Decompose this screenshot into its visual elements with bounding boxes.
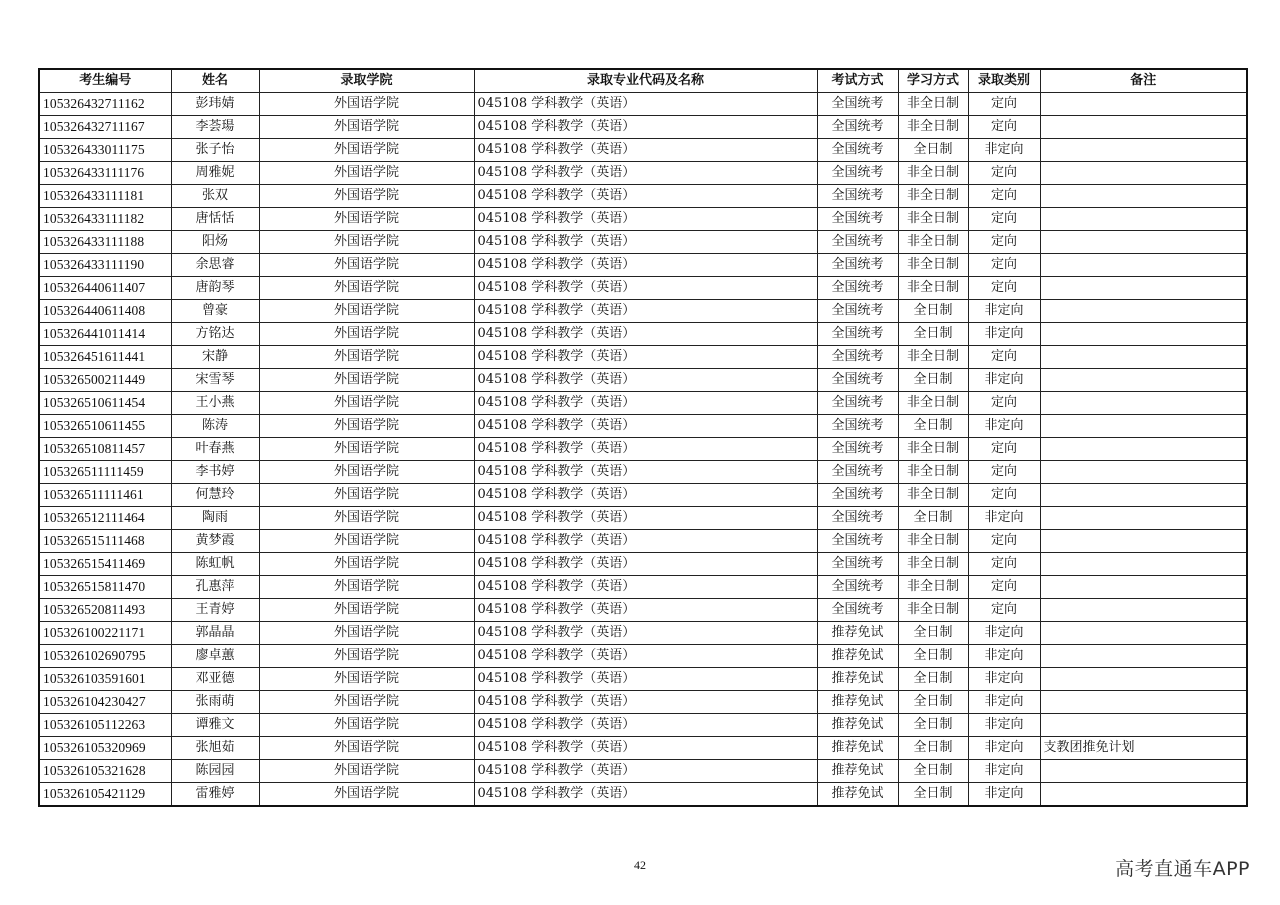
table-body (39, 93, 1247, 807)
cell-admission-type: 非定向 (968, 507, 1040, 530)
cell-exam-method: 全国统考 (817, 438, 898, 461)
cell-major: 045108 学科教学（英语） (474, 323, 817, 346)
cell-exam-method: 全国统考 (817, 231, 898, 254)
cell-name: 周雅妮 (171, 162, 259, 185)
cell-admission-type: 定向 (968, 208, 1040, 231)
cell-exam-method: 全国统考 (817, 599, 898, 622)
table-row (39, 576, 1247, 599)
cell-major: 045108 学科教学（英语） (474, 461, 817, 484)
cell-name: 黄梦霞 (171, 530, 259, 553)
cell-name: 张旭茹 (171, 737, 259, 760)
cell-candidate-id: 105326500211449 (39, 369, 171, 392)
cell-exam-method: 全国统考 (817, 346, 898, 369)
cell-admission-type: 非定向 (968, 691, 1040, 714)
cell-college: 外国语学院 (259, 231, 474, 254)
cell-exam-method: 全国统考 (817, 162, 898, 185)
cell-exam-method: 推荐免试 (817, 691, 898, 714)
cell-name: 宋静 (171, 346, 259, 369)
cell-exam-method: 全国统考 (817, 208, 898, 231)
cell-study-mode: 非全日制 (898, 484, 968, 507)
cell-candidate-id: 105326520811493 (39, 599, 171, 622)
page-number: 42 (634, 858, 646, 872)
cell-candidate-id: 105326105320969 (39, 737, 171, 760)
header-candidate-id: 考生编号 (39, 69, 171, 93)
cell-exam-method: 全国统考 (817, 415, 898, 438)
cell-remarks (1040, 346, 1247, 369)
cell-candidate-id: 105326515811470 (39, 576, 171, 599)
cell-study-mode: 全日制 (898, 737, 968, 760)
table-row (39, 553, 1247, 576)
cell-name: 谭雅文 (171, 714, 259, 737)
cell-exam-method: 推荐免试 (817, 737, 898, 760)
table-row (39, 691, 1247, 714)
cell-admission-type: 定向 (968, 185, 1040, 208)
cell-major: 045108 学科教学（英语） (474, 208, 817, 231)
cell-exam-method: 全国统考 (817, 392, 898, 415)
cell-admission-type: 非定向 (968, 323, 1040, 346)
cell-name: 宋雪琴 (171, 369, 259, 392)
cell-study-mode: 全日制 (898, 369, 968, 392)
cell-college: 外国语学院 (259, 461, 474, 484)
cell-college: 外国语学院 (259, 185, 474, 208)
cell-name: 唐韵琴 (171, 277, 259, 300)
cell-study-mode: 非全日制 (898, 438, 968, 461)
cell-name: 陈涛 (171, 415, 259, 438)
cell-candidate-id: 105326103591601 (39, 668, 171, 691)
header-study-mode: 学习方式 (898, 69, 968, 93)
cell-college: 外国语学院 (259, 139, 474, 162)
cell-admission-type: 定向 (968, 484, 1040, 507)
header-admission-type: 录取类别 (968, 69, 1040, 93)
cell-study-mode: 全日制 (898, 714, 968, 737)
cell-remarks (1040, 438, 1247, 461)
cell-study-mode: 非全日制 (898, 208, 968, 231)
cell-name: 彭玮婧 (171, 93, 259, 116)
cell-name: 邓亚德 (171, 668, 259, 691)
cell-admission-type: 定向 (968, 599, 1040, 622)
header-remarks: 备注 (1040, 69, 1247, 93)
cell-remarks (1040, 530, 1247, 553)
cell-candidate-id: 105326105112263 (39, 714, 171, 737)
cell-remarks (1040, 668, 1247, 691)
cell-major: 045108 学科教学（英语） (474, 622, 817, 645)
cell-major: 045108 学科教学（英语） (474, 139, 817, 162)
cell-remarks (1040, 714, 1247, 737)
table-row (39, 162, 1247, 185)
cell-name: 唐恬恬 (171, 208, 259, 231)
cell-study-mode: 全日制 (898, 783, 968, 807)
cell-exam-method: 推荐免试 (817, 622, 898, 645)
cell-remarks (1040, 760, 1247, 783)
cell-college: 外国语学院 (259, 93, 474, 116)
cell-candidate-id: 105326433011175 (39, 139, 171, 162)
table-row (39, 484, 1247, 507)
cell-study-mode: 全日制 (898, 507, 968, 530)
cell-admission-type: 定向 (968, 553, 1040, 576)
cell-major: 045108 学科教学（英语） (474, 645, 817, 668)
cell-major: 045108 学科教学（英语） (474, 599, 817, 622)
table-row (39, 392, 1247, 415)
cell-candidate-id: 105326510611455 (39, 415, 171, 438)
cell-major: 045108 学科教学（英语） (474, 162, 817, 185)
cell-remarks (1040, 208, 1247, 231)
table-row (39, 231, 1247, 254)
table-row (39, 185, 1247, 208)
cell-name: 方铭达 (171, 323, 259, 346)
cell-remarks (1040, 691, 1247, 714)
cell-major: 045108 学科教学（英语） (474, 737, 817, 760)
cell-candidate-id: 105326433111182 (39, 208, 171, 231)
cell-admission-type: 非定向 (968, 369, 1040, 392)
table-row (39, 323, 1247, 346)
cell-candidate-id: 105326441011414 (39, 323, 171, 346)
table-row (39, 139, 1247, 162)
cell-exam-method: 全国统考 (817, 93, 898, 116)
cell-admission-type: 非定向 (968, 760, 1040, 783)
table-row (39, 783, 1247, 807)
cell-remarks (1040, 507, 1247, 530)
cell-exam-method: 全国统考 (817, 461, 898, 484)
admission-table (38, 68, 1248, 807)
cell-study-mode: 全日制 (898, 645, 968, 668)
cell-name: 何慧玲 (171, 484, 259, 507)
cell-exam-method: 全国统考 (817, 576, 898, 599)
cell-admission-type: 定向 (968, 576, 1040, 599)
table-row (39, 507, 1247, 530)
cell-college: 外国语学院 (259, 737, 474, 760)
cell-college: 外国语学院 (259, 484, 474, 507)
cell-major: 045108 学科教学（英语） (474, 576, 817, 599)
cell-candidate-id: 105326511111461 (39, 484, 171, 507)
cell-major: 045108 学科教学（英语） (474, 553, 817, 576)
cell-study-mode: 非全日制 (898, 392, 968, 415)
cell-name: 李书婷 (171, 461, 259, 484)
cell-name: 王青婷 (171, 599, 259, 622)
cell-remarks (1040, 116, 1247, 139)
cell-college: 外国语学院 (259, 277, 474, 300)
cell-admission-type: 非定向 (968, 415, 1040, 438)
cell-candidate-id: 105326433111188 (39, 231, 171, 254)
cell-admission-type: 定向 (968, 254, 1040, 277)
cell-candidate-id: 105326100221171 (39, 622, 171, 645)
cell-college: 外国语学院 (259, 668, 474, 691)
cell-admission-type: 定向 (968, 438, 1040, 461)
cell-name: 陈虹帆 (171, 553, 259, 576)
table-row (39, 346, 1247, 369)
cell-remarks (1040, 484, 1247, 507)
table-row (39, 461, 1247, 484)
cell-remarks (1040, 323, 1247, 346)
cell-major: 045108 学科教学（英语） (474, 369, 817, 392)
cell-major: 045108 学科教学（英语） (474, 231, 817, 254)
cell-name: 李荟瑒 (171, 116, 259, 139)
cell-college: 外国语学院 (259, 208, 474, 231)
cell-admission-type: 非定向 (968, 714, 1040, 737)
cell-college: 外国语学院 (259, 323, 474, 346)
cell-major: 045108 学科教学（英语） (474, 714, 817, 737)
cell-study-mode: 非全日制 (898, 116, 968, 139)
cell-college: 外国语学院 (259, 645, 474, 668)
cell-college: 外国语学院 (259, 622, 474, 645)
cell-exam-method: 全国统考 (817, 369, 898, 392)
cell-candidate-id: 105326451611441 (39, 346, 171, 369)
cell-candidate-id: 105326105421129 (39, 783, 171, 807)
cell-candidate-id: 105326102690795 (39, 645, 171, 668)
table-row (39, 369, 1247, 392)
cell-name: 王小燕 (171, 392, 259, 415)
table-row (39, 530, 1247, 553)
cell-remarks (1040, 300, 1247, 323)
cell-remarks (1040, 139, 1247, 162)
cell-study-mode: 非全日制 (898, 93, 968, 116)
cell-college: 外国语学院 (259, 599, 474, 622)
cell-admission-type: 非定向 (968, 139, 1040, 162)
table-row (39, 737, 1247, 760)
cell-exam-method: 推荐免试 (817, 645, 898, 668)
cell-study-mode: 非全日制 (898, 162, 968, 185)
cell-study-mode: 全日制 (898, 691, 968, 714)
table-row (39, 254, 1247, 277)
cell-remarks (1040, 461, 1247, 484)
cell-remarks (1040, 93, 1247, 116)
cell-admission-type: 非定向 (968, 645, 1040, 668)
cell-exam-method: 推荐免试 (817, 714, 898, 737)
table-row (39, 645, 1247, 668)
cell-admission-type: 定向 (968, 116, 1040, 139)
cell-major: 045108 学科教学（英语） (474, 691, 817, 714)
cell-college: 外国语学院 (259, 530, 474, 553)
cell-exam-method: 全国统考 (817, 507, 898, 530)
cell-college: 外国语学院 (259, 760, 474, 783)
cell-exam-method: 全国统考 (817, 530, 898, 553)
cell-study-mode: 全日制 (898, 300, 968, 323)
cell-exam-method: 全国统考 (817, 553, 898, 576)
cell-candidate-id: 105326433111190 (39, 254, 171, 277)
cell-study-mode: 非全日制 (898, 461, 968, 484)
cell-candidate-id: 105326512111464 (39, 507, 171, 530)
cell-name: 陶雨 (171, 507, 259, 530)
cell-college: 外国语学院 (259, 392, 474, 415)
cell-name: 张子怡 (171, 139, 259, 162)
cell-remarks (1040, 783, 1247, 807)
cell-remarks (1040, 576, 1247, 599)
header-major: 录取专业代码及名称 (474, 69, 817, 93)
cell-exam-method: 全国统考 (817, 254, 898, 277)
cell-study-mode: 全日制 (898, 622, 968, 645)
cell-admission-type: 定向 (968, 392, 1040, 415)
cell-admission-type: 定向 (968, 346, 1040, 369)
cell-major: 045108 学科教学（英语） (474, 254, 817, 277)
cell-remarks (1040, 277, 1247, 300)
cell-candidate-id: 105326433111176 (39, 162, 171, 185)
cell-name: 余思睿 (171, 254, 259, 277)
cell-name: 曾豪 (171, 300, 259, 323)
cell-name: 陈园园 (171, 760, 259, 783)
cell-major: 045108 学科教学（英语） (474, 783, 817, 807)
cell-remarks (1040, 369, 1247, 392)
cell-admission-type: 非定向 (968, 300, 1040, 323)
cell-remarks (1040, 553, 1247, 576)
table-row (39, 714, 1247, 737)
cell-exam-method: 全国统考 (817, 323, 898, 346)
cell-major: 045108 学科教学（英语） (474, 507, 817, 530)
cell-study-mode: 非全日制 (898, 231, 968, 254)
cell-major: 045108 学科教学（英语） (474, 415, 817, 438)
table-row (39, 116, 1247, 139)
cell-study-mode: 非全日制 (898, 185, 968, 208)
cell-major: 045108 学科教学（英语） (474, 760, 817, 783)
table-row (39, 93, 1247, 116)
cell-college: 外国语学院 (259, 714, 474, 737)
cell-candidate-id: 105326440611407 (39, 277, 171, 300)
table-row (39, 438, 1247, 461)
cell-study-mode: 全日制 (898, 760, 968, 783)
cell-admission-type: 定向 (968, 277, 1040, 300)
cell-exam-method: 全国统考 (817, 139, 898, 162)
cell-college: 外国语学院 (259, 576, 474, 599)
cell-admission-type: 非定向 (968, 668, 1040, 691)
cell-major: 045108 学科教学（英语） (474, 93, 817, 116)
watermark-logo-text: 高考直通车APP (1115, 858, 1250, 880)
cell-name: 孔惠萍 (171, 576, 259, 599)
cell-exam-method: 全国统考 (817, 116, 898, 139)
cell-college: 外国语学院 (259, 116, 474, 139)
header-exam-method: 考试方式 (817, 69, 898, 93)
cell-admission-type: 定向 (968, 461, 1040, 484)
cell-candidate-id: 105326510811457 (39, 438, 171, 461)
cell-candidate-id: 105326510611454 (39, 392, 171, 415)
cell-exam-method: 推荐免试 (817, 668, 898, 691)
cell-college: 外国语学院 (259, 438, 474, 461)
cell-study-mode: 非全日制 (898, 553, 968, 576)
cell-admission-type: 定向 (968, 162, 1040, 185)
cell-remarks (1040, 231, 1247, 254)
cell-admission-type: 定向 (968, 231, 1040, 254)
cell-study-mode: 全日制 (898, 415, 968, 438)
cell-major: 045108 学科教学（英语） (474, 185, 817, 208)
cell-exam-method: 全国统考 (817, 484, 898, 507)
cell-admission-type: 非定向 (968, 783, 1040, 807)
cell-candidate-id: 105326440611408 (39, 300, 171, 323)
cell-name: 张雨萌 (171, 691, 259, 714)
cell-major: 045108 学科教学（英语） (474, 530, 817, 553)
cell-college: 外国语学院 (259, 691, 474, 714)
cell-major: 045108 学科教学（英语） (474, 438, 817, 461)
cell-candidate-id: 105326433111181 (39, 185, 171, 208)
cell-exam-method: 推荐免试 (817, 760, 898, 783)
cell-college: 外国语学院 (259, 783, 474, 807)
cell-remarks (1040, 162, 1247, 185)
cell-exam-method: 推荐免试 (817, 783, 898, 807)
table-row (39, 415, 1247, 438)
cell-remarks (1040, 392, 1247, 415)
cell-candidate-id: 105326515411469 (39, 553, 171, 576)
cell-candidate-id: 105326432711167 (39, 116, 171, 139)
cell-name: 雷雅婷 (171, 783, 259, 807)
cell-study-mode: 非全日制 (898, 530, 968, 553)
cell-admission-type: 定向 (968, 530, 1040, 553)
cell-remarks (1040, 185, 1247, 208)
cell-name: 张双 (171, 185, 259, 208)
cell-major: 045108 学科教学（英语） (474, 277, 817, 300)
cell-study-mode: 非全日制 (898, 346, 968, 369)
cell-candidate-id: 105326515111468 (39, 530, 171, 553)
cell-admission-type: 非定向 (968, 737, 1040, 760)
cell-remarks (1040, 254, 1247, 277)
cell-study-mode: 非全日制 (898, 599, 968, 622)
cell-major: 045108 学科教学（英语） (474, 116, 817, 139)
header-college: 录取学院 (259, 69, 474, 93)
table-row (39, 208, 1247, 231)
table-row (39, 622, 1247, 645)
cell-candidate-id: 105326105321628 (39, 760, 171, 783)
cell-candidate-id: 105326104230427 (39, 691, 171, 714)
cell-exam-method: 全国统考 (817, 185, 898, 208)
cell-study-mode: 非全日制 (898, 576, 968, 599)
header-name: 姓名 (171, 69, 259, 93)
cell-college: 外国语学院 (259, 254, 474, 277)
cell-remarks (1040, 645, 1247, 668)
cell-name: 廖卓蕙 (171, 645, 259, 668)
cell-remarks: 支教团推免计划 (1040, 737, 1247, 760)
table-row (39, 668, 1247, 691)
cell-major: 045108 学科教学（英语） (474, 300, 817, 323)
cell-remarks (1040, 622, 1247, 645)
cell-admission-type: 非定向 (968, 622, 1040, 645)
cell-major: 045108 学科教学（英语） (474, 346, 817, 369)
cell-name: 郭晶晶 (171, 622, 259, 645)
table-row (39, 277, 1247, 300)
cell-exam-method: 全国统考 (817, 277, 898, 300)
cell-admission-type: 定向 (968, 93, 1040, 116)
cell-study-mode: 全日制 (898, 668, 968, 691)
cell-exam-method: 全国统考 (817, 300, 898, 323)
table-header-row (39, 69, 1247, 93)
cell-name: 阳炀 (171, 231, 259, 254)
cell-college: 外国语学院 (259, 300, 474, 323)
cell-candidate-id: 105326511111459 (39, 461, 171, 484)
cell-college: 外国语学院 (259, 507, 474, 530)
cell-study-mode: 全日制 (898, 323, 968, 346)
cell-major: 045108 学科教学（英语） (474, 484, 817, 507)
cell-study-mode: 非全日制 (898, 277, 968, 300)
cell-name: 叶春燕 (171, 438, 259, 461)
cell-college: 外国语学院 (259, 553, 474, 576)
cell-college: 外国语学院 (259, 346, 474, 369)
table-row (39, 300, 1247, 323)
cell-college: 外国语学院 (259, 369, 474, 392)
cell-major: 045108 学科教学（英语） (474, 668, 817, 691)
table-row (39, 760, 1247, 783)
cell-remarks (1040, 599, 1247, 622)
cell-college: 外国语学院 (259, 162, 474, 185)
cell-college: 外国语学院 (259, 415, 474, 438)
table-row (39, 599, 1247, 622)
cell-candidate-id: 105326432711162 (39, 93, 171, 116)
cell-major: 045108 学科教学（英语） (474, 392, 817, 415)
cell-remarks (1040, 415, 1247, 438)
cell-study-mode: 非全日制 (898, 254, 968, 277)
cell-study-mode: 全日制 (898, 139, 968, 162)
